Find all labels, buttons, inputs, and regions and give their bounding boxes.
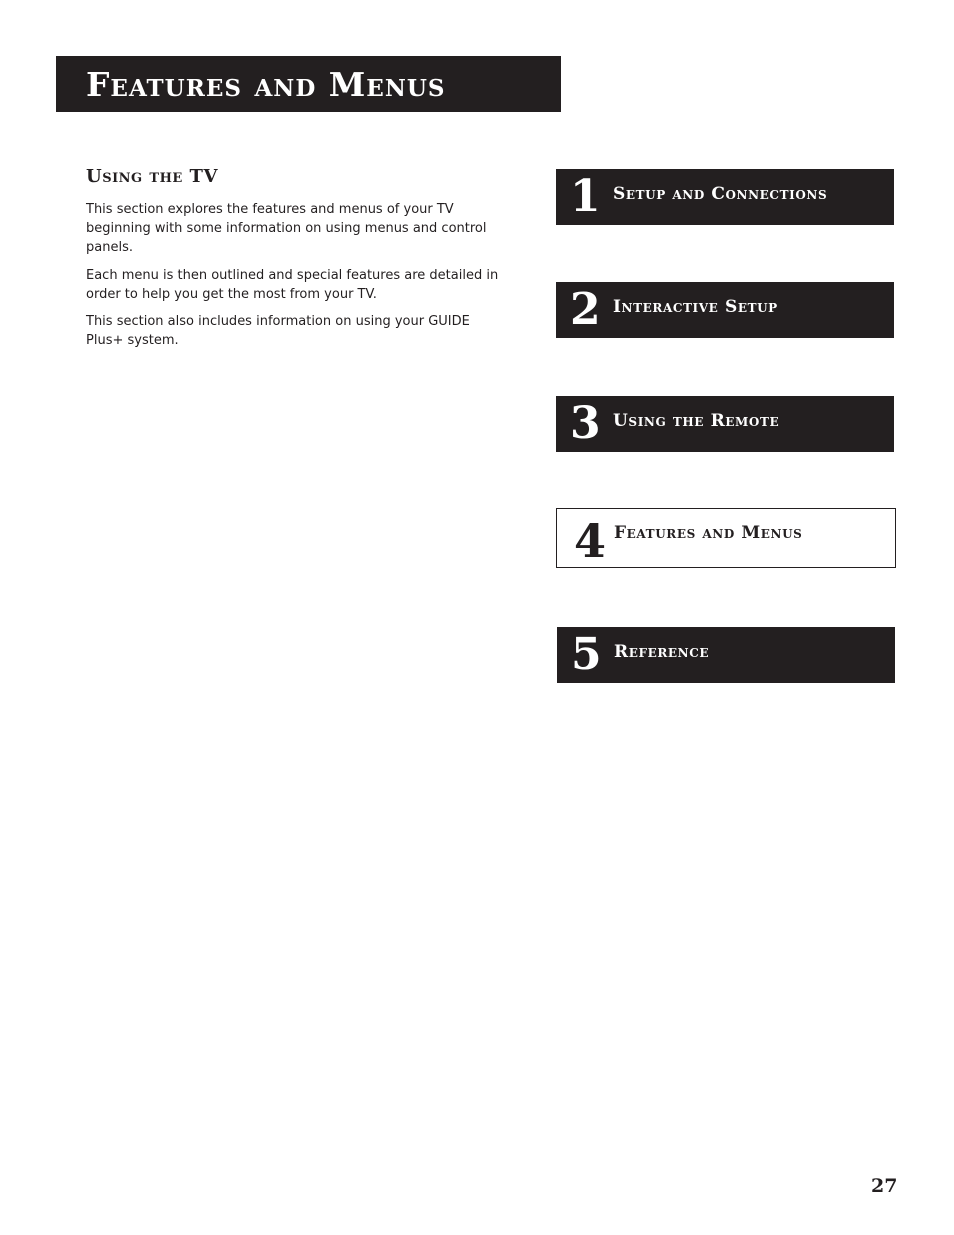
chapter-tab-features-and-menus[interactable] [556, 508, 896, 568]
page-title: Features and Menus [86, 65, 446, 104]
page-number: 27 [871, 1175, 898, 1197]
chapter-tab-setup-and-connections[interactable] [556, 169, 894, 225]
section-heading: Using the TV [86, 166, 218, 187]
chapter-tab-reference[interactable] [557, 627, 895, 683]
section-header-bar [56, 56, 561, 112]
chapter-label: Reference [614, 642, 710, 662]
chapter-number: 1 [570, 171, 601, 222]
chapter-label: Interactive Setup [613, 297, 778, 317]
menu-paragraph: Each menu is then outlined and special features are detailed in order to help you get the most from your TV. [86, 268, 499, 302]
chapter-label: Using the Remote [613, 411, 780, 431]
chapter-label: Features and Menus [614, 523, 803, 543]
chapter-label: Setup and Connections [613, 184, 828, 204]
chapter-number: 4 [574, 514, 607, 568]
chapter-number: 3 [570, 398, 601, 449]
intro-paragraph: This section explores the features and menus of your TV beginning with some information on using menus and control panels. [86, 202, 487, 255]
chapter-tab-using-the-remote[interactable] [556, 396, 894, 452]
guide-paragraph: This section also includes information on using your GUIDE Plus+ system. [86, 314, 470, 348]
chapter-tab-interactive-setup[interactable] [556, 282, 894, 338]
chapter-number: 2 [570, 284, 601, 335]
chapter-number: 5 [571, 629, 602, 680]
